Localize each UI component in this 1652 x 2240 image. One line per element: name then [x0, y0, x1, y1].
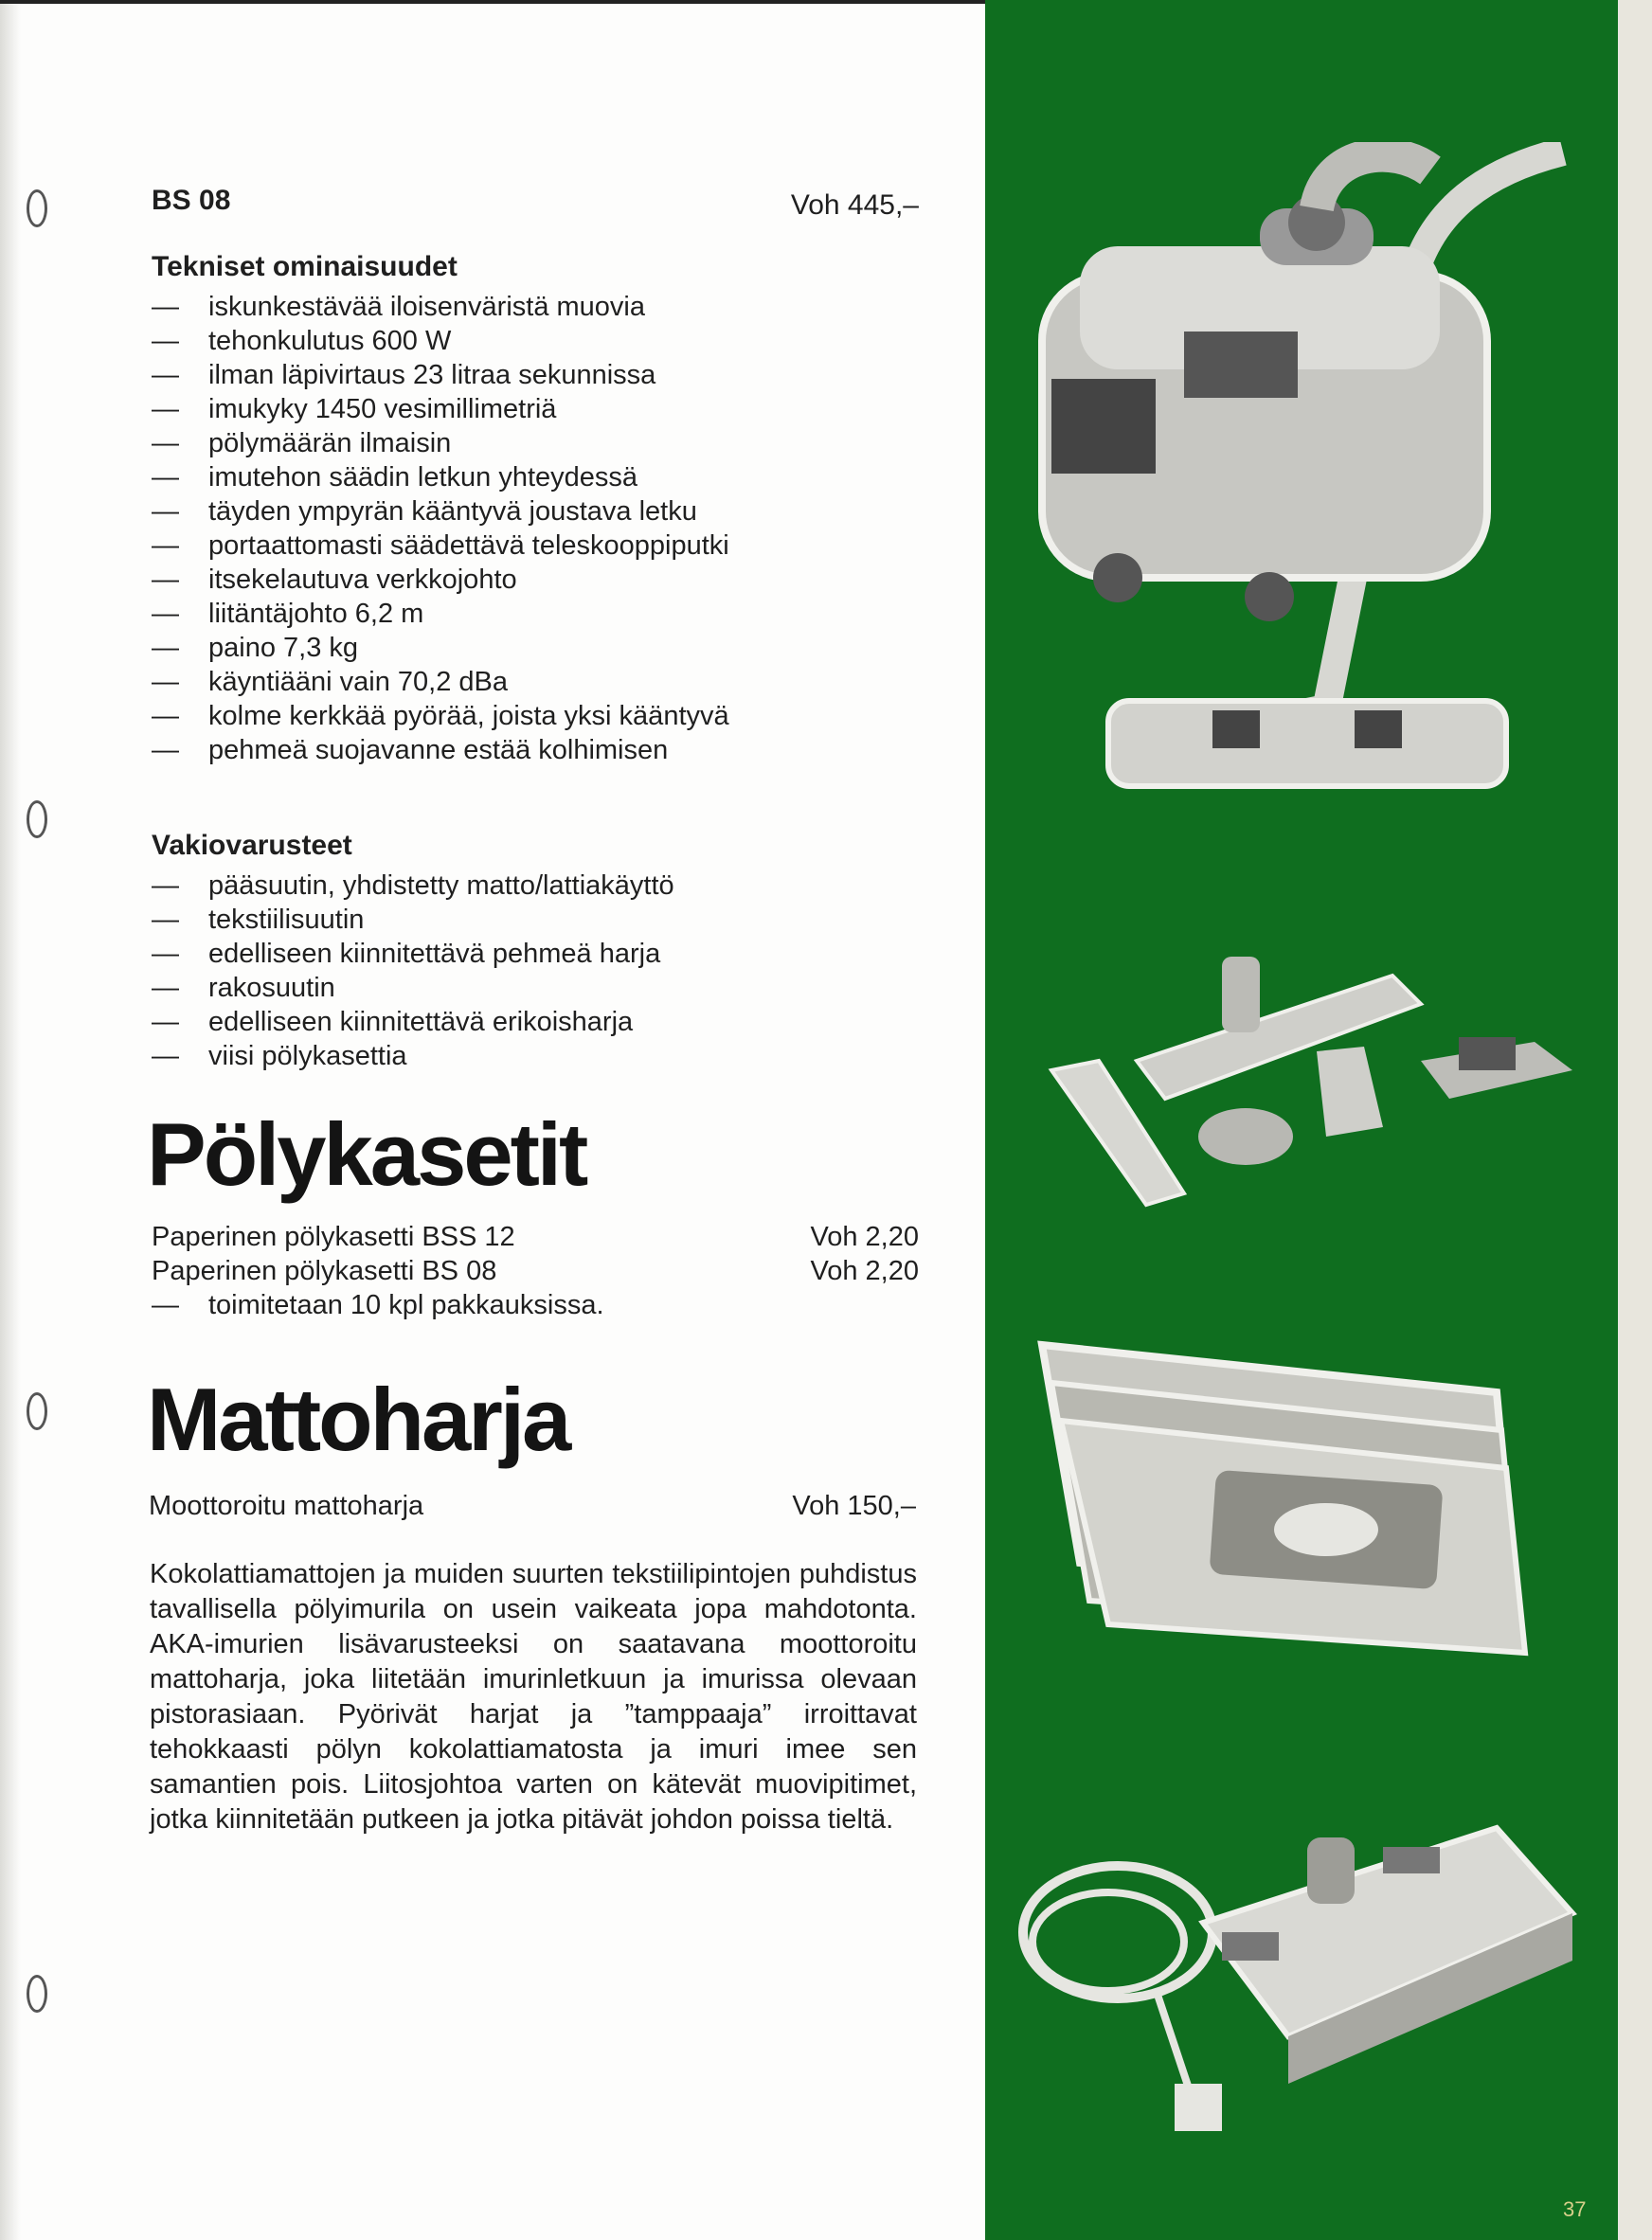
list-item [152, 392, 928, 426]
dash-bullet: — [152, 462, 179, 493]
specs-title: Tekniset ominaisuudet [152, 251, 458, 282]
dash-bullet: — [152, 905, 179, 935]
list-item [152, 665, 928, 699]
top-rule [0, 0, 985, 4]
list-item-text: edelliseen kiinnitettävä pehmeä harja [208, 939, 661, 969]
list-item [152, 699, 928, 733]
list-item [152, 426, 928, 460]
dust-bags-table [152, 1220, 919, 1322]
dust-bags-heading: Pölykasetit [147, 1104, 586, 1204]
list-item-text: itsekelautuva verkkojohto [208, 564, 517, 595]
page-number: 37 [1563, 2197, 1587, 2221]
list-item [152, 563, 928, 597]
dust-bag-row [152, 1220, 919, 1254]
dash-bullet: — [152, 564, 179, 595]
dash-bullet: — [152, 1041, 179, 1071]
list-item [152, 529, 928, 563]
binder-hole-icon [27, 1392, 47, 1430]
list-item-text: tekstiilisuutin [208, 905, 365, 935]
dash-bullet: — [152, 701, 179, 731]
list-item-text: rakosuutin [208, 973, 335, 1003]
dust-bag-label: Paperinen pölykasetti BSS 12 [152, 1222, 515, 1252]
dash-bullet: — [152, 360, 179, 390]
dash-bullet: — [152, 633, 179, 663]
dash-bullet: — [152, 667, 179, 697]
list-item [152, 358, 928, 392]
list-item [152, 971, 928, 1005]
page-edge-shadow [0, 0, 21, 2240]
dash-bullet: — [152, 939, 179, 969]
list-item-text: portaattomasti säädettävä teleskooppiputki [208, 530, 729, 561]
list-item-text: pehmeä suojavanne estää kolhimisen [208, 735, 669, 765]
list-item-text: edelliseen kiinnitettävä erikoisharja [208, 1007, 634, 1037]
product-price: Voh 445,– [790, 189, 919, 221]
list-item-text: käyntiääni vain 70,2 dBa [208, 667, 508, 697]
dash-bullet: — [152, 1007, 179, 1037]
dust-bags-illustration [1023, 1326, 1582, 1667]
binder-hole-icon [27, 189, 47, 227]
list-item-text: viisi pölykasettia [208, 1041, 407, 1071]
list-item-text: imutehon säädin letkun yhteydessä [208, 462, 638, 493]
dash-bullet: — [152, 735, 179, 765]
dust-bag-note: toimitetaan 10 kpl pakkauksissa. [208, 1290, 604, 1320]
accessories-list [152, 869, 928, 1073]
list-item-text: pölymäärän ilmaisin [208, 428, 452, 458]
list-item [152, 869, 928, 903]
list-item [152, 597, 928, 631]
list-item [152, 903, 928, 937]
dash-bullet: — [152, 973, 179, 1003]
dash-bullet: — [152, 394, 179, 424]
page-margin-strip [1618, 0, 1652, 2240]
carpet-brush-price: Voh 150,– [792, 1491, 916, 1521]
list-item-text: paino 7,3 kg [208, 633, 359, 663]
dust-bag-label: Paperinen pölykasetti BS 08 [152, 1256, 497, 1286]
list-item-text: tehonkulutus 600 W [208, 326, 452, 356]
dash-bullet: — [152, 599, 179, 629]
list-item-text: imukyky 1450 vesimillimetriä [208, 394, 557, 424]
accessories-title: Vakiovarusteet [152, 830, 352, 861]
list-item-text: ilman läpivirtaus 23 litraa sekunnissa [208, 360, 656, 390]
carpet-brush-label: Moottoroitu mattoharja [149, 1491, 424, 1521]
carpet-brush-row [149, 1489, 916, 1523]
list-item [152, 494, 928, 529]
dash-bullet: — [152, 870, 179, 901]
vacuum-cleaner-illustration [1014, 142, 1620, 805]
list-item-text: täyden ympyrän kääntyvä joustava letku [208, 496, 697, 527]
list-item-text: pääsuutin, yhdistetty matto/lattiakäyttö [208, 870, 674, 901]
list-item-text: iskunkestävää iloisenväristä muovia [208, 292, 645, 322]
carpet-brush-description: Kokolattiamattojen ja muiden suurten tekstiilipintojen puhdistus tavallisella pölyimurila on usein vaikeata jopa mahdotonta. AKA-imurien lisävarusteeksi on saatavana moottoroitu mattoharja, joka liitetään imurinletkuun ja imurissa olevaan pistorasiaan. Pyörivät harjat ja ”tamppaaja” irroittavat tehokkaasti pölyn kokolattiamatosta ja imuri imee sen samantien pois. Liitosjohtoa varten on kätevät muovipitimet, jotka kiinnitetään putkeen ja jotka pitävät johdon poissa tieltä. [150, 1559, 917, 1835]
dust-bag-price: Voh 2,20 [810, 1256, 919, 1286]
dust-bag-price: Voh 2,20 [810, 1222, 919, 1252]
list-item-text: kolme kerkkää pyörää, joista yksi kääntyvä [208, 701, 729, 731]
list-item [152, 1039, 928, 1073]
carpet-brush-illustration [1004, 1800, 1591, 2159]
dash-bullet: — [152, 530, 179, 561]
list-item [152, 937, 928, 971]
list-item [152, 290, 928, 324]
dash-bullet: — [152, 292, 179, 322]
list-item [152, 631, 928, 665]
list-item [152, 324, 928, 358]
dash-bullet: — [152, 428, 179, 458]
carpet-brush-heading: Mattoharja [147, 1370, 569, 1469]
dust-bag-row [152, 1254, 919, 1288]
dash-bullet: — [152, 326, 179, 356]
list-item [152, 1005, 928, 1039]
product-model: BS 08 [152, 185, 231, 216]
list-item [152, 733, 928, 767]
dust-bag-note-row: — toimitetaan 10 kpl pakkauksissa. [152, 1290, 604, 1320]
accessories-illustration [1042, 938, 1591, 1222]
binder-hole-icon [27, 800, 47, 838]
specs-list [152, 290, 928, 767]
binder-hole-icon [27, 1975, 47, 2013]
list-item-text: liitäntäjohto 6,2 m [208, 599, 424, 629]
dash-bullet: — [152, 496, 179, 527]
list-item [152, 460, 928, 494]
